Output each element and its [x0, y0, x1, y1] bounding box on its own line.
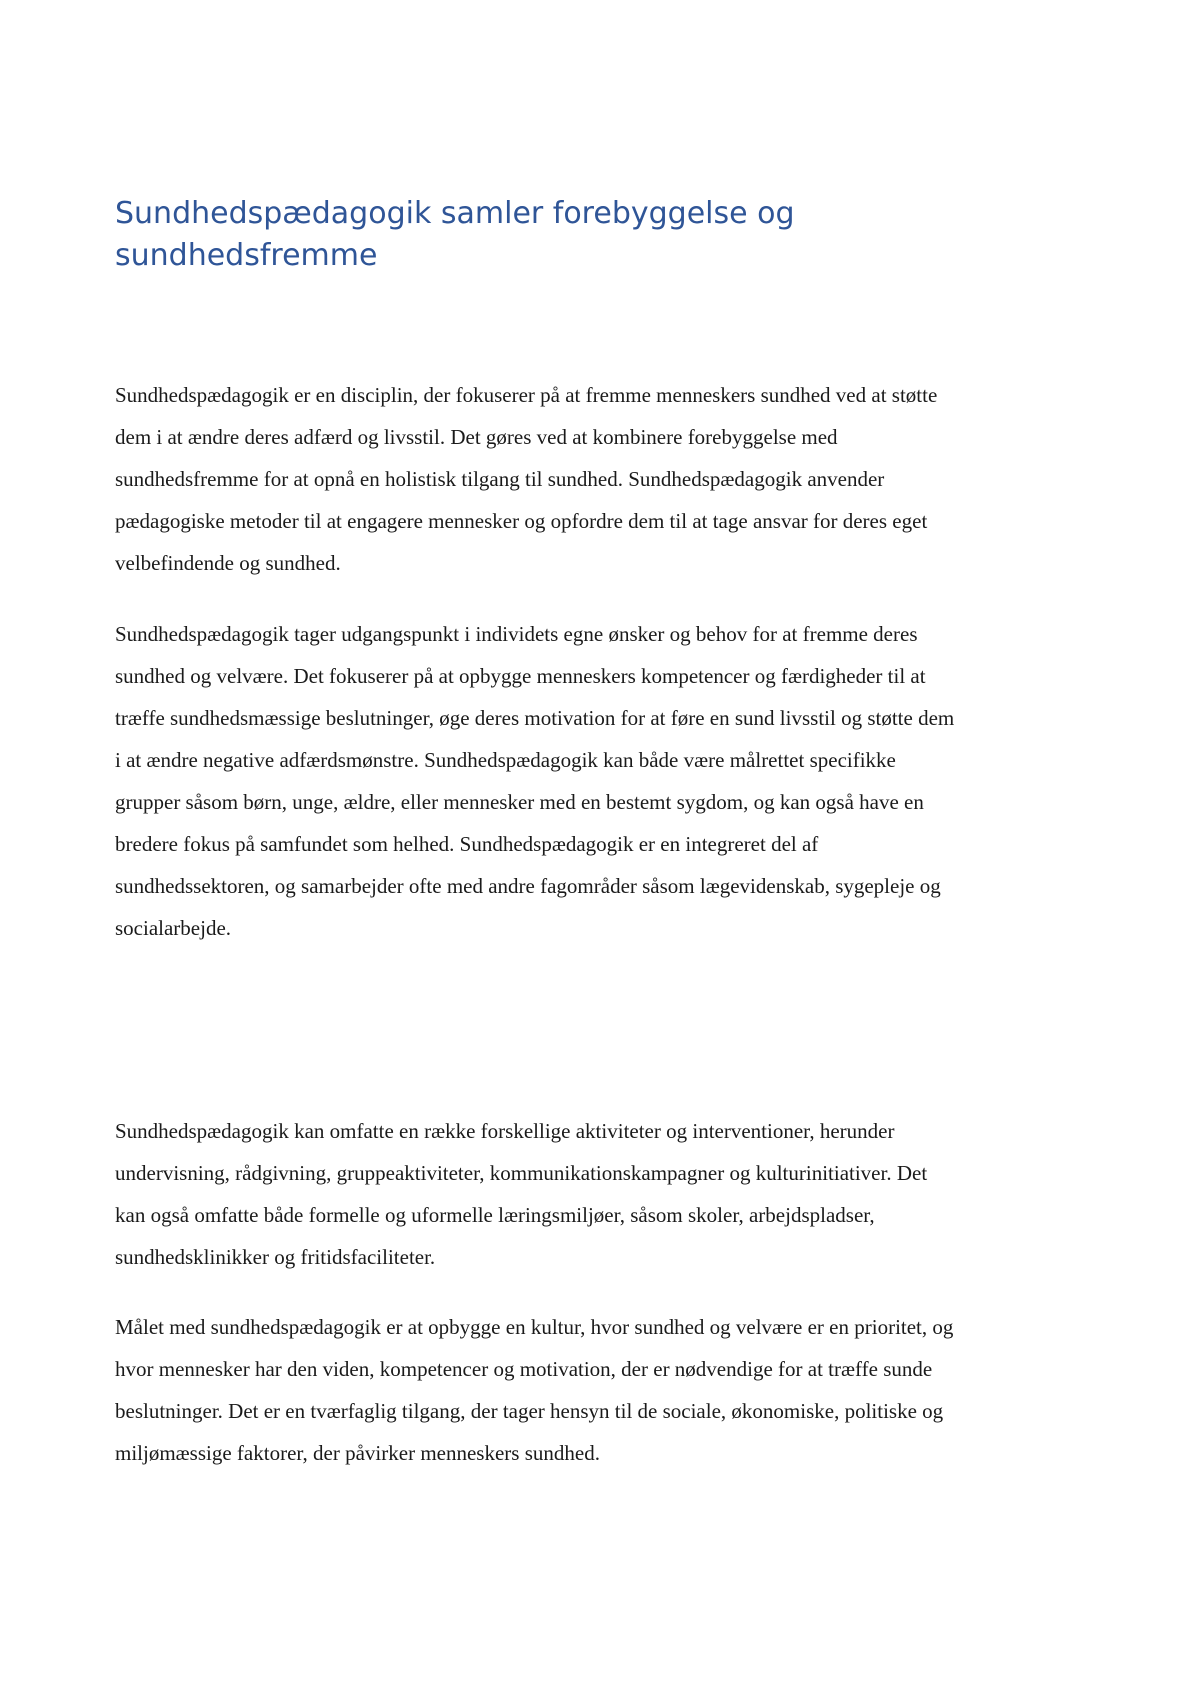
text-line: grupper såsom børn, unge, ældre, eller mennesker med en bestemt sygdom, og kan også have en [115, 790, 924, 814]
text-line: bredere fokus på samfundet som helhed. Sundhedspædagogik er en integreret del af [115, 832, 819, 856]
text-line: træffe sundhedsmæssige beslutninger, øge deres motivation for at føre en sund livsstil og støtte dem [115, 706, 955, 730]
text-line: pædagogiske metoder til at engagere mennesker og opfordre dem til at tage ansvar for deres eget [115, 509, 928, 533]
text-line: sundhed og velvære. Det fokuserer på at opbygge menneskers kompetencer og færdigheder til at [115, 664, 926, 688]
title-line: Sundhedspædagogik samler forebyggelse og [115, 196, 795, 231]
paragraph-goal [115, 1306, 1095, 1474]
text-line: i at ændre negative adfærdsmønstre. Sundhedspædagogik kan både være målrettet specifikke [115, 748, 896, 772]
document-title [115, 193, 1095, 277]
text-line: socialarbejde. [115, 916, 232, 940]
text-line: miljømæssige faktorer, der påvirker menneskers sundhed. [115, 1441, 600, 1465]
paragraph-individual-focus [115, 613, 1095, 949]
text-line: undervisning, rådgivning, gruppeaktiviteter, kommunikationskampagner og kulturinitiativer. Det [115, 1161, 928, 1185]
paragraph-activities [115, 1110, 1095, 1278]
text-line: sundhedssektoren, og samarbejder ofte med andre fagområder såsom lægevidenskab, sygepleje og [115, 874, 941, 898]
text-line: beslutninger. Det er en tværfaglig tilgang, der tager hensyn til de sociale, økonomiske, politiske og [115, 1399, 944, 1423]
text-line: sundhedsklinikker og fritidsfaciliteter. [115, 1245, 436, 1269]
text-line: Sundhedspædagogik tager udgangspunkt i individets egne ønsker og behov for at fremme deres [115, 622, 918, 646]
text-line: sundhedsfremme for at opnå en holistisk tilgang til sundhed. Sundhedspædagogik anvender [115, 467, 885, 491]
title-line: sundhedsfremme [115, 238, 378, 273]
text-line: Målet med sundhedspædagogik er at opbygge en kultur, hvor sundhed og velvære er en prioritet, og [115, 1315, 954, 1339]
text-line: velbefindende og sundhed. [115, 551, 341, 575]
text-line: dem i at ændre deres adfærd og livsstil. Det gøres ved at kombinere forebyggelse med [115, 425, 838, 449]
text-line: Sundhedspædagogik er en disciplin, der fokuserer på at fremme menneskers sundhed ved at støtte [115, 383, 938, 407]
text-line: kan også omfatte både formelle og uformelle læringsmiljøer, såsom skoler, arbejdspladser, [115, 1203, 875, 1227]
text-line: hvor mennesker har den viden, kompetencer og motivation, der er nødvendige for at træffe sunde [115, 1357, 933, 1381]
text-line: Sundhedspædagogik kan omfatte en række forskellige aktiviteter og interventioner, herunder [115, 1119, 895, 1143]
paragraph-intro [115, 374, 1095, 584]
